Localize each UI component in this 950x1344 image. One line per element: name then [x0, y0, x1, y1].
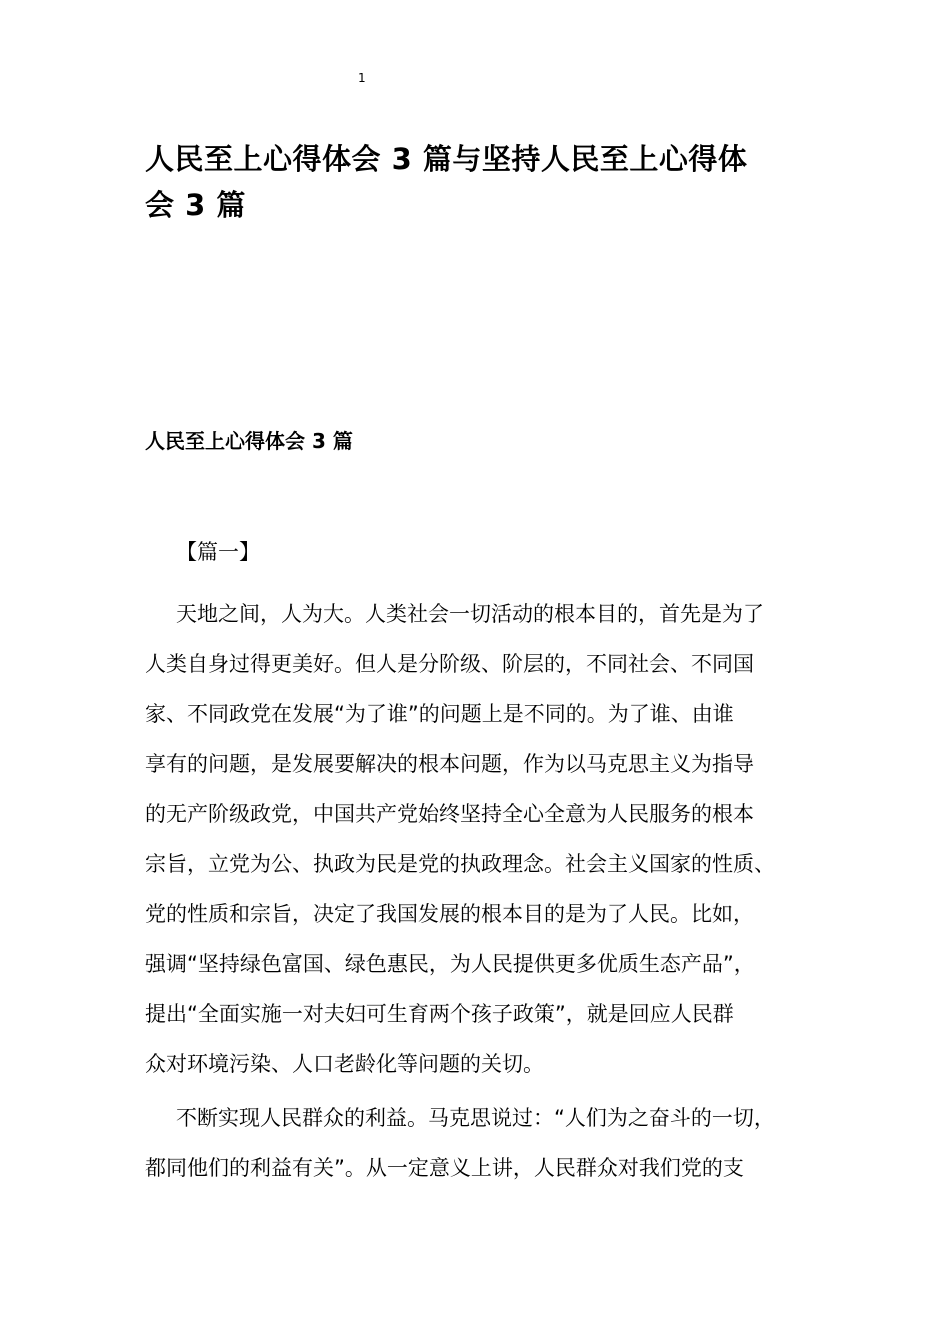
paragraph-line: 提出“全面实施一对夫妇可生育两个孩子政策”，就是回应人民群: [145, 1002, 734, 1026]
chapter-label: 【篇一】: [176, 540, 260, 564]
body-paragraph: [145, 1093, 815, 1193]
body-text: [145, 589, 815, 1197]
paragraph-line: 党的性质和宗旨，决定了我国发展的根本目的是为了人民。比如，: [145, 902, 754, 926]
document-title-line: 会 3 篇: [145, 188, 246, 222]
paragraph-line: 众对环境污染、人口老龄化等问题的关切。: [145, 1052, 544, 1076]
paragraph-line: 不断实现人民群众的利益。马克思说过：“人们为之奋斗的一切，: [176, 1106, 775, 1130]
document-title-line: 人民至上心得体会 3 篇与坚持人民至上心得体: [145, 142, 748, 176]
paragraph-line: 宗旨，立党为公、执政为民是党的执政理念。社会主义国家的性质、: [145, 852, 775, 876]
paragraph-line: 强调“坚持绿色富国、绿色惠民，为人民提供更多优质生态产品”，: [145, 952, 755, 976]
paragraph-line: 家、不同政党在发展“为了谁”的问题上是不同的。为了谁、由谁: [145, 702, 734, 726]
page-number: 1: [358, 71, 366, 85]
paragraph-line: 人类自身过得更美好。但人是分阶级、阶层的，不同社会、不同国: [145, 652, 754, 676]
paragraph-line: 都同他们的利益有关”。从一定意义上讲，人民群众对我们党的支: [145, 1156, 744, 1180]
paragraph-line: 天地之间，人为大。人类社会一切活动的根本目的，首先是为了: [176, 602, 764, 626]
document-title: [145, 136, 795, 228]
body-paragraph: [145, 589, 815, 1089]
section-title: 人民至上心得体会 3 篇: [145, 429, 353, 453]
paragraph-line: 享有的问题，是发展要解决的根本问题，作为以马克思主义为指导: [145, 752, 754, 776]
paragraph-line: 的无产阶级政党，中国共产党始终坚持全心全意为人民服务的根本: [145, 802, 754, 826]
